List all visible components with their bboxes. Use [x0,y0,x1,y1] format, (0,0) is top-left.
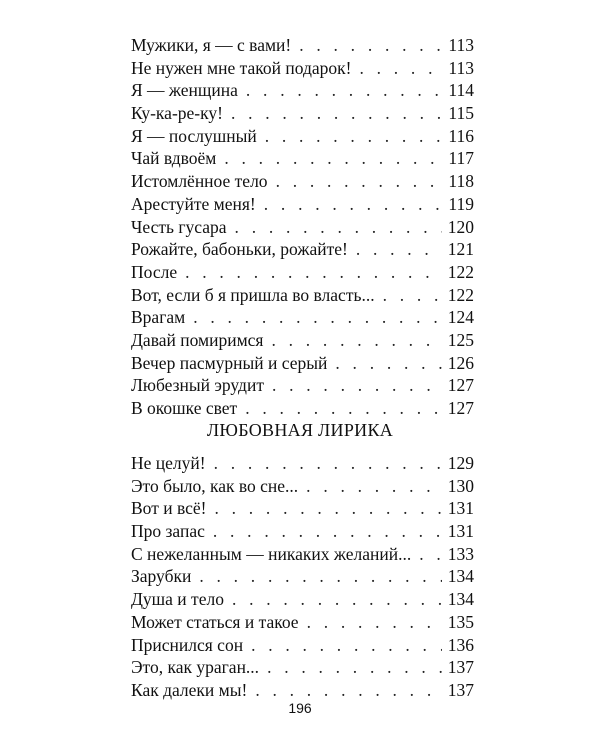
dot-leader [246,79,442,102]
toc-entry-page: 130 [447,475,474,496]
dot-leader [307,611,442,634]
dot-leader [335,352,442,375]
toc-list-love-lyrics [131,452,474,702]
toc-entry-title: Давай помиримся [131,329,264,350]
dot-leader [383,284,442,307]
toc-entry-page: 126 [447,352,474,373]
toc-entry-title: Это, как ураган... [131,657,260,678]
dot-leader [272,374,442,397]
toc-entry [131,170,474,193]
toc-entry-title: Душа и тело [131,589,224,610]
dot-leader [276,170,442,193]
dot-leader [271,329,442,352]
toc-entry-title: Ку-ка-ре-ку! [131,103,223,124]
toc-entry [131,352,474,375]
toc-entry-page: 119 [448,193,474,214]
toc-entry [131,238,474,261]
toc-entry-page: 122 [447,261,474,282]
toc-entry [131,397,474,420]
toc-entry [131,34,474,57]
dot-leader [255,679,442,702]
dot-leader [245,397,442,420]
toc-entry [131,374,474,397]
toc-entry [131,588,474,611]
toc-entry-page: 134 [447,589,474,610]
dot-leader [231,102,442,125]
toc-entry-page: 114 [448,80,474,101]
toc-entry [131,261,474,284]
toc-entry [131,329,474,352]
toc-entry [131,57,474,80]
toc-entry-title: Как далеки мы! [131,679,248,700]
toc-entry [131,452,474,475]
dot-leader [264,193,442,216]
toc-entry-page: 127 [447,398,474,418]
toc-entry-title: Я — послушный [131,125,257,146]
toc-entry-title: Врагам [131,307,186,328]
dot-leader [224,147,442,170]
dot-leader [356,238,442,261]
toc-entry-page: 131 [447,521,474,542]
toc-entry-title: Мужики, я — с вами! [131,35,292,55]
toc-entry-page: 129 [447,453,474,473]
toc-entry-page: 135 [447,611,474,632]
dot-leader [251,634,442,657]
page-number: 196 [288,700,312,716]
dot-leader [306,475,442,498]
toc-entry [131,611,474,634]
toc-entry-title: В окошке свет [131,398,238,418]
toc-entry-page: 136 [447,634,474,655]
toc-entry-page: 115 [448,103,474,124]
dot-leader [214,452,442,475]
toc-entry-title: Не целуй! [131,453,206,473]
toc-entry [131,656,474,679]
dot-leader [213,520,442,543]
toc-entry [131,306,474,329]
toc-entry-page: 116 [448,125,474,146]
dot-leader [265,125,442,148]
toc-entry [131,216,474,239]
dot-leader [359,57,442,80]
toc-entry-title: Не нужен мне такой подарок! [131,57,352,78]
toc-entry [131,565,474,588]
dot-leader [185,261,442,284]
dot-leader [299,34,442,57]
toc-entry-title: Честь гусара [131,216,227,237]
toc-entry-title: Это было, как во сне... [131,475,299,496]
dot-leader [193,306,442,329]
toc-entry-page: 120 [447,216,474,237]
toc-entry-page: 137 [447,657,474,678]
toc-entry-title: Вот, если б я пришла во власть... [131,284,375,305]
toc-entry-title: Я — женщина [131,80,238,101]
dot-leader [232,588,442,611]
toc-entry-page: 122 [447,284,474,305]
toc-entry-page: 118 [448,171,474,192]
toc-entry-title: Арестуйте меня! [131,193,256,214]
toc-entry-page: 113 [448,35,474,55]
toc-entry-title: С нежеланным — никаких желаний... [131,543,412,564]
toc-entry-title: После [131,261,178,282]
toc-entry [131,475,474,498]
toc-entry [131,125,474,148]
toc-entry [131,497,474,520]
dot-leader [235,216,442,239]
toc-entry [131,520,474,543]
toc-entry-page: 113 [448,57,474,78]
toc-entry-page: 137 [447,679,474,700]
toc-list-top [131,34,474,420]
toc-entry-title: Вот и всё! [131,498,207,519]
toc-entry-title: Про запас [131,521,205,542]
toc-entry-title: Чай вдвоём [131,148,217,169]
dot-leader [199,565,442,588]
dot-leader [419,543,442,566]
toc-entry-title: Вечер пасмурный и серый [131,352,328,373]
toc-entry-title: Истомлённое тело [131,171,268,192]
toc-entry [131,79,474,102]
toc-entry-title: Зарубки [131,566,192,587]
toc-entry-page: 121 [447,239,474,260]
toc-entry-title: Приснился сон [131,634,244,655]
toc-entry-page: 127 [447,375,474,396]
dot-leader [267,656,442,679]
toc-entry-page: 117 [448,148,474,169]
toc-entry [131,634,474,657]
toc-entry [131,102,474,125]
toc-entry [131,543,474,566]
toc-entry-title: Любезный эрудит [131,375,264,396]
toc-entry [131,193,474,216]
toc-entry-page: 125 [447,329,474,350]
section-heading: ЛЮБОВНАЯ ЛИРИКА [206,420,394,440]
toc-entry [131,284,474,307]
toc-entry-page: 124 [447,307,474,328]
toc-entry-title: Может статься и такое [131,611,299,632]
toc-entry-page: 134 [447,566,474,587]
toc-entry-page: 133 [447,543,474,564]
toc-entry-page: 131 [447,498,474,519]
toc-entry [131,147,474,170]
toc-entry [131,679,474,702]
dot-leader [214,497,442,520]
toc-entry-title: Рожайте, бабоньки, рожайте! [131,239,348,260]
